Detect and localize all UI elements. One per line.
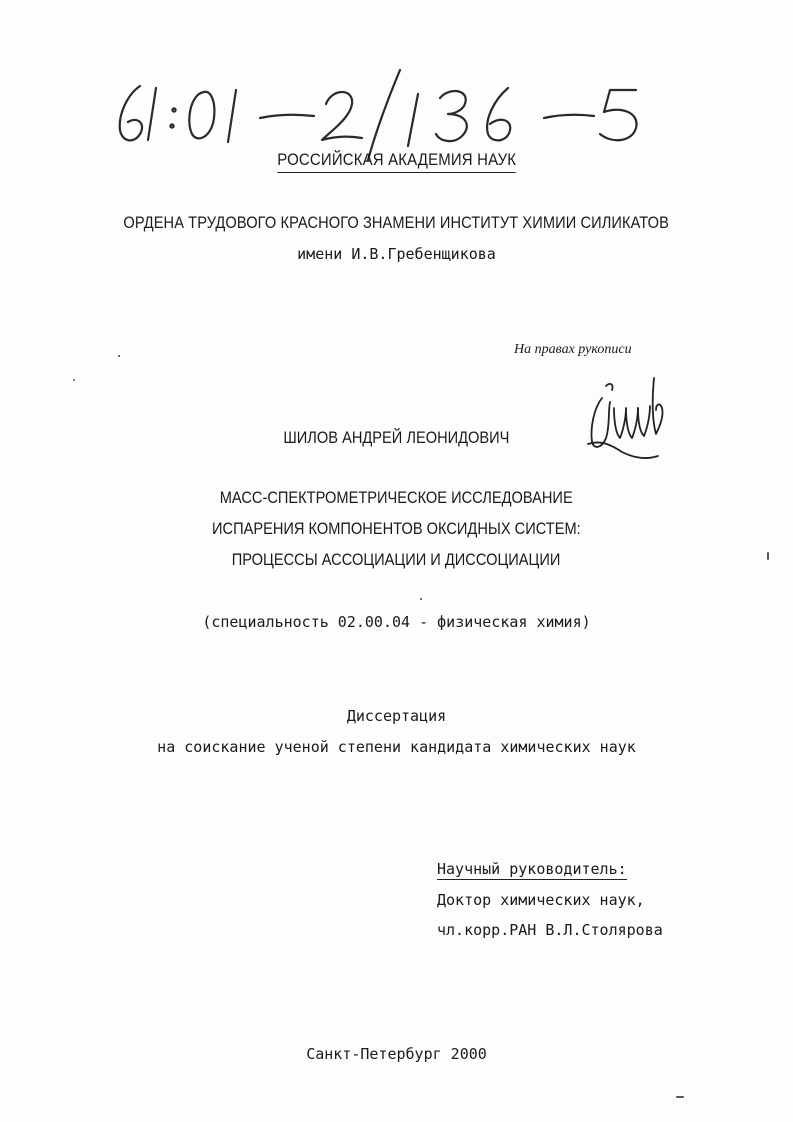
title-line-2 [0,519,793,539]
supervisor-name: чл.корр.РАН В.Л.Столярова [437,921,663,939]
scan-speck [767,552,769,560]
title-line-1 [0,488,793,508]
scan-speck [676,1096,684,1098]
academy-heading [0,150,793,173]
title-line-2-text: ИСПАРЕНИЯ КОМПОНЕНТОВ ОКСИДНЫХ СИСТЕМ: [212,519,581,538]
title-line-1-text: МАСС-СПЕКТРОМЕТРИЧЕСКОЕ ИССЛЕДОВАНИЕ [220,488,573,507]
institute-text: ОРДЕНА ТРУДОВОГО КРАСНОГО ЗНАМЕНИ ИНСТИТУТ ХИМИИ СИЛИКАТОВ [123,213,670,232]
scan-speck [420,598,422,600]
scan-speck [73,379,75,381]
dissertation-type: Диссертация [346,707,447,725]
dissertation-degree: на соискание ученой степени кандидата химических наук [157,738,636,756]
supervisor-degree: Доктор химических наук, [437,891,645,909]
institute-named-after: имени И.В.Гребенщикова [297,245,496,263]
institute-heading [0,213,793,233]
author-signature [580,368,676,468]
scan-speck [118,355,120,357]
title-line-3-text: ПРОЦЕССЫ АССОЦИАЦИИ И ДИССОЦИАЦИИ [232,550,561,569]
author-name-text: ШИЛОВ АНДРЕЙ ЛЕОНИДОВИЧ [283,428,510,447]
manuscript-note: На правах рукописи [514,342,632,357]
academy-text: РОССИЙСКАЯ АКАДЕМИЯ НАУК [277,150,516,173]
city-year: Санкт-Петербург 2000 [306,1045,487,1063]
author-name [0,428,793,448]
handwritten-catalog-number [100,64,660,164]
specialty-line: (специальность 02.00.04 - физическая химия) [202,613,591,631]
supervisor-label-text: Научный руководитель: [437,860,627,878]
title-line-3 [0,550,793,570]
supervisor-label [437,860,627,878]
